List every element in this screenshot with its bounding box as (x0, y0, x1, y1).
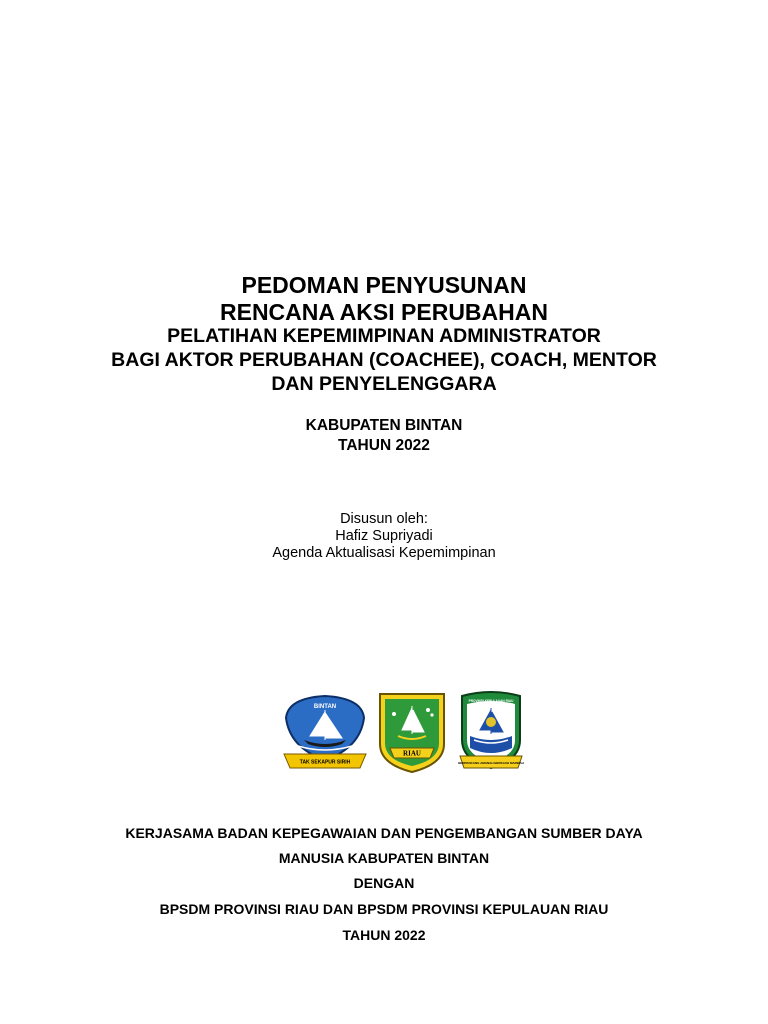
document-title-line-1: PEDOMAN PENYUSUNAN (241, 272, 527, 298)
footer-line-2: MANUSIA KABUPATEN BINTAN (278, 850, 490, 866)
bintan-logo (280, 688, 370, 776)
riau-ribbon-text: RIAU (403, 749, 421, 758)
author-label: Disusun oleh: (340, 511, 428, 527)
riau-star-icon (426, 708, 430, 712)
author-role: Agenda Aktualisasi Kepemimpinan (272, 545, 496, 561)
author-name: Hafiz Supriyadi (335, 528, 433, 544)
footer-line-3: DENGAN (353, 875, 415, 891)
riau-flower-icon (392, 712, 396, 716)
bintan-logo-top-text: BINTAN (313, 704, 337, 710)
kepri-logo (456, 688, 526, 776)
document-year: TAHUN 2022 (338, 437, 430, 454)
riau-logo (376, 688, 448, 776)
footer-line-1: KERJASAMA BADAN KEPEGAWAIAN DAN PENGEMBANGAN SUMBER DAYA (125, 825, 643, 841)
document-title-line-2: RENCANA AKSI PERUBAHAN (220, 299, 548, 325)
riau-star-icon (430, 713, 433, 716)
footer-line-4: BPSDM PROVINSI RIAU DAN BPSDM PROVINSI KEPULAUAN RIAU (159, 901, 609, 917)
region-name: KABUPATEN BINTAN (305, 417, 463, 434)
document-subtitle-line-1: PELATIHAN KEPEMIMPINAN ADMINISTRATOR (167, 325, 601, 347)
kepri-sun-icon (486, 717, 496, 727)
document-subtitle-line-3: DAN PENYELENGGARA (271, 373, 497, 395)
kepri-logo-top-text: PROVINSI KEPULAUAN RIAU (468, 699, 514, 703)
document-subtitle-line-2: BAGI AKTOR PERUBAHAN (COACHEE), COACH, MENTOR (111, 349, 657, 371)
bintan-ribbon-text: TAK SEKAPUR SIRIH (299, 759, 351, 766)
kepri-ribbon-text: BERPANCANG AMANAH BERSAUH MARWAH (458, 761, 524, 765)
footer-line-5: TAHUN 2022 (342, 927, 426, 943)
logo-row (0, 688, 768, 778)
